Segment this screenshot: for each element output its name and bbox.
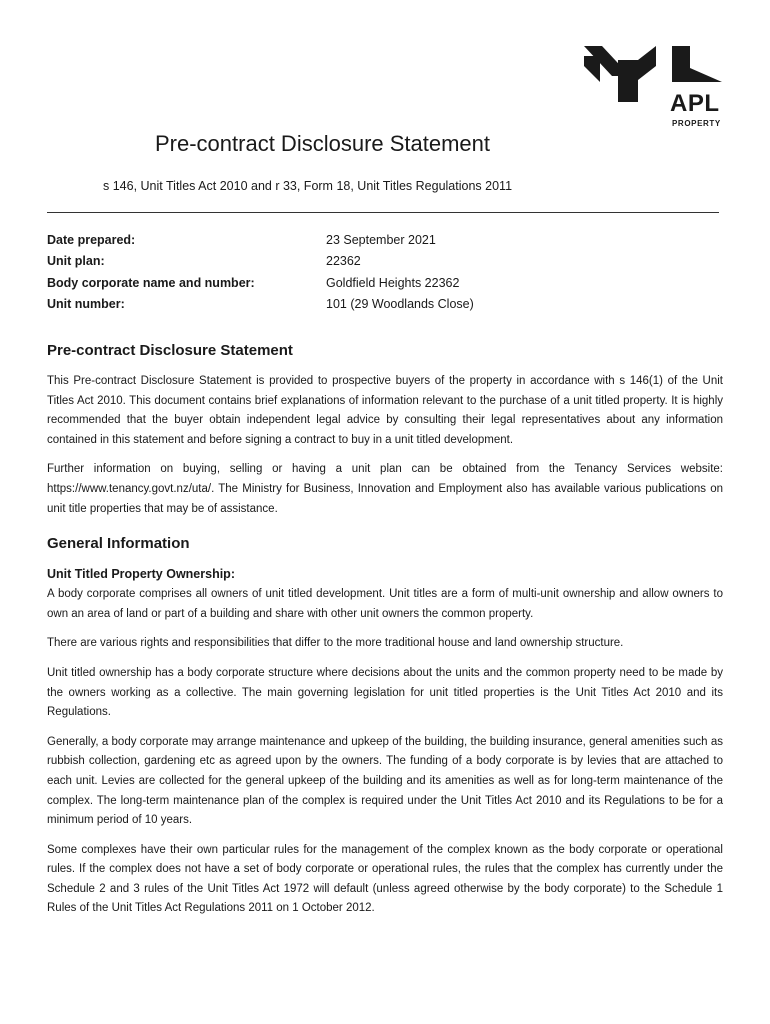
paragraph: Generally, a body corporate may arrange maintenance and upkeep of the building, the building insurance, general amenities such as rubbish collection, gardening etc as agreed upon by the owners. The funding of a body corporate is by levies that are attached to each unit. Levies are collected for the general upkeep of the building and its amenities as well as for long-term maintenance of the complex. The long-term maintenance plan of the complex is required under the Unit Titles Act 2010 and its Regulations to be for a minimum period of 10 years.	[47, 735, 723, 827]
header-divider	[47, 212, 719, 213]
meta-label: Unit number:	[47, 297, 125, 312]
meta-row-unit-plan	[47, 251, 719, 273]
section-heading: Pre-contract Disclosure Statement	[47, 342, 293, 359]
logo-sub-text: PROPERTY	[672, 119, 721, 128]
paragraph: Further information on buying, selling or having a unit plan can be obtained from the Tenancy Services website: https://www.tenancy.govt.nz/uta/. The Ministry for Business, Innovation and Employment also has available various publications on unit title properties that may be of assistance.	[47, 463, 723, 515]
meta-value: Goldfield Heights 22362	[326, 275, 460, 290]
document-body	[47, 340, 723, 929]
paragraph: This Pre-contract Disclosure Statement is provided to prospective buyers of the property in accordance with s 146(1) of the Unit Titles Act 2010. This document contains brief explanations of information relevant to the purchase of a unit titled property. It is highly recommended that the buyer obtain independent legal advice by consulting their legal representatives about any information contained in this statement and before signing a contract to buy in a unit titled development.	[47, 375, 723, 446]
meta-label: Date prepared:	[47, 232, 136, 247]
document-title: Pre-contract Disclosure Statement	[155, 131, 491, 156]
subsection-heading: Unit Titled Property Ownership:	[47, 567, 235, 582]
logo-brand-text: APL	[670, 90, 720, 117]
meta-row-date	[47, 229, 719, 251]
paragraph: Some complexes have their own particular rules for the management of the complex known as the body corporate or operational rules. If the complex does not have a set of body corporate or operational rules, the rules that the complex has currently under the Schedule 2 and 3 rules of the Unit Titles Act 1972 will default (unless agreed otherwise by the body corporate) to the Schedule 1 Rules of the Unit Titles Act Regulations 2011 on 1 October 2012.	[47, 843, 723, 915]
paragraph: A body corporate comprises all owners of unit titled development. Unit titles are a form of multi-unit ownership and allow owners to own an area of land or part of a building and share with other unit owners the common property.	[47, 588, 723, 620]
apl-property-logo	[580, 42, 730, 134]
paragraph: Unit titled ownership has a body corporate structure where decisions about the units and the common property need to be made by the owners working as a collective. The main governing legislation for unit titled properties is the Unit Titles Act 2010 and its Regulations.	[47, 666, 723, 719]
section-disclosure	[47, 340, 723, 519]
meta-label: Body corporate name and number:	[47, 275, 255, 290]
meta-row-body-corporate	[47, 272, 719, 294]
section-heading: General Information	[47, 535, 190, 553]
meta-value: 23 September 2021	[326, 232, 436, 247]
meta-label: Unit plan:	[47, 254, 105, 269]
section-general-information	[47, 533, 723, 919]
document-subtitle: s 146, Unit Titles Act 2010 and r 33, Form 18, Unit Titles Regulations 2011	[103, 179, 513, 193]
paragraph: There are various rights and responsibilities that differ to the more traditional house and land ownership structure.	[47, 637, 624, 650]
meta-value: 22362	[326, 254, 361, 269]
property-details	[47, 229, 719, 315]
meta-row-unit-number	[47, 294, 719, 316]
meta-value: 101 (29 Woodlands Close)	[326, 297, 474, 312]
